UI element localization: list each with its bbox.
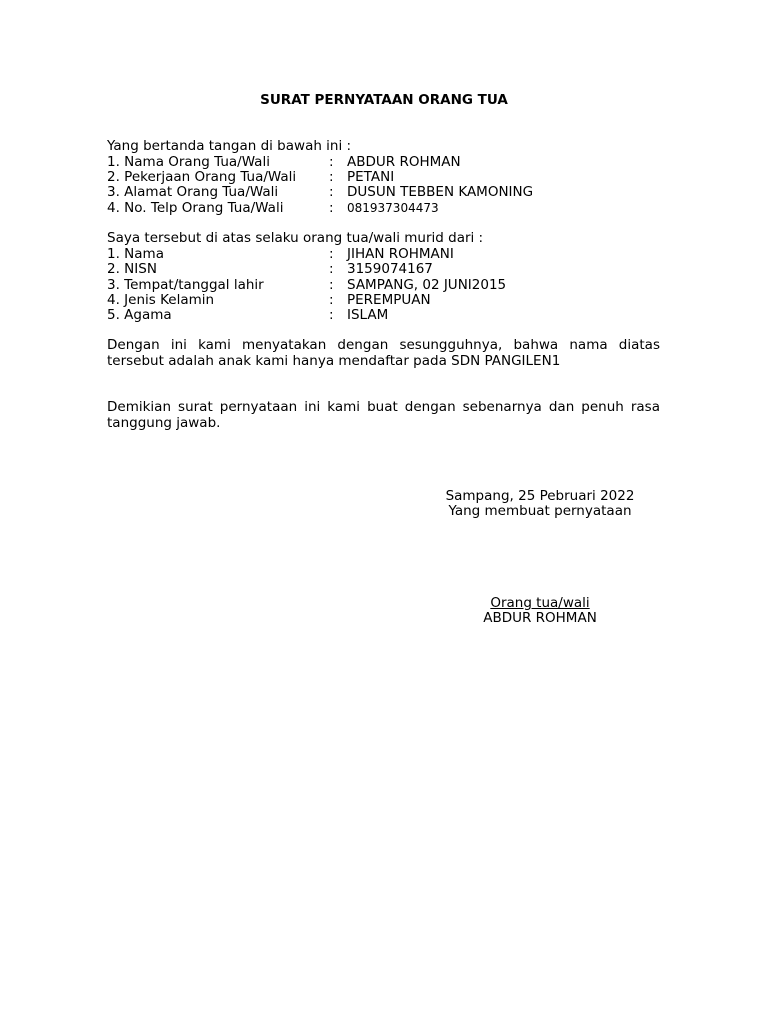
field-colon: :: [329, 200, 334, 216]
field-colon: :: [329, 246, 334, 262]
field-value: DUSUN TEBBEN KAMONING: [347, 184, 534, 200]
field-label: 5. Agama: [107, 307, 172, 323]
field-value: PETANI: [347, 169, 395, 185]
signature-maker: Yang membuat pernyataan: [448, 503, 632, 519]
field-value: SAMPANG, 02 JUNI2015: [347, 277, 507, 293]
field-label: 4. Jenis Kelamin: [107, 292, 215, 308]
field-colon: :: [329, 169, 334, 185]
field-value: JIHAN ROHMANI: [347, 246, 454, 262]
signature-name: ABDUR ROHMAN: [483, 610, 597, 626]
field-label: 1. Nama Orang Tua/Wali: [107, 154, 270, 170]
closing-paragraph: Demikian surat pernyataan ini kami buat dengan sebenarnya dan penuh rasa tanggung jawab.: [107, 399, 660, 431]
signature-role-text: Orang tua/wali: [490, 595, 590, 611]
field-colon: :: [329, 261, 334, 277]
signature-place-date: Sampang, 25 Pebruari 2022: [445, 488, 635, 504]
field-label: 2. NISN: [107, 261, 157, 277]
statement-paragraph: Dengan ini kami menyatakan dengan sesungguhnya, bahwa nama diatas tersebut adalah anak kami hanya mendaftar pada SDN PANGILEN1: [107, 337, 660, 369]
field-colon: :: [329, 292, 334, 308]
field-colon: :: [329, 277, 334, 293]
field-value: ABDUR ROHMAN: [347, 154, 461, 170]
field-label: 3. Tempat/tanggal lahir: [107, 277, 264, 293]
intro-text: Yang bertanda tangan di bawah ini :: [107, 138, 352, 154]
field-colon: :: [329, 154, 334, 170]
field-label: 3. Alamat Orang Tua/Wali: [107, 184, 279, 200]
field-label: 2. Pekerjaan Orang Tua/Wali: [107, 169, 297, 185]
field-value: 3159074167: [347, 261, 433, 277]
field-colon: :: [329, 307, 334, 323]
field-value: ISLAM: [347, 307, 389, 323]
field-value: 081937304473: [347, 201, 439, 215]
document-title: SURAT PERNYATAAN ORANG TUA: [260, 92, 508, 108]
field-colon: :: [329, 184, 334, 200]
student-intro-text: Saya tersebut di atas selaku orang tua/wali murid dari :: [107, 230, 484, 246]
field-label: 4. No. Telp Orang Tua/Wali: [107, 200, 284, 216]
field-label: 1. Nama: [107, 246, 164, 262]
signature-role: [420, 595, 660, 611]
field-value: PEREMPUAN: [347, 292, 431, 308]
